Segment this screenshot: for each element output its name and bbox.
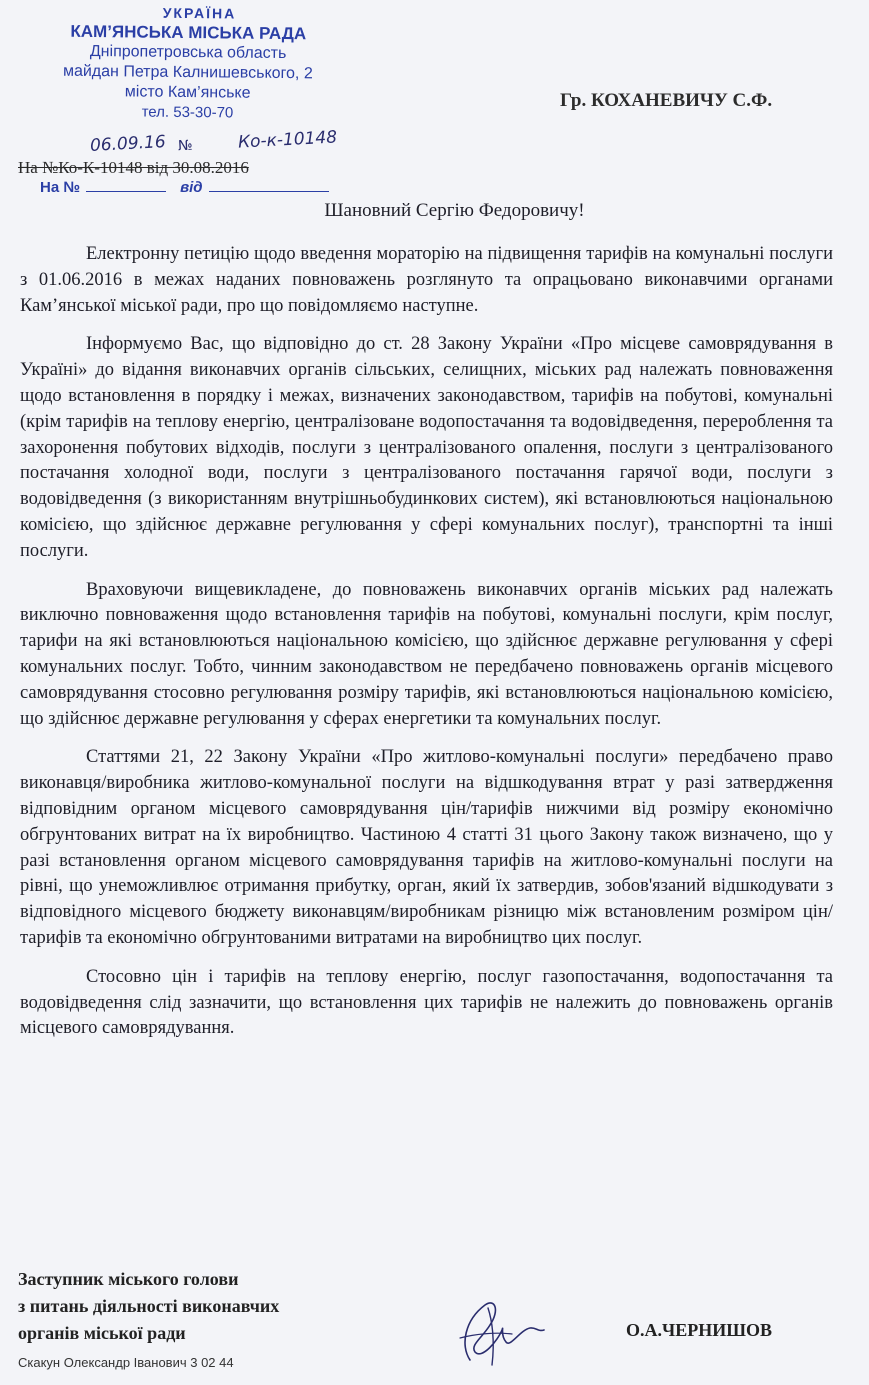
handwritten-date: 06.09.16 (89, 132, 167, 156)
stamp-city: місто Кам’янське (124, 83, 251, 102)
signatory-position-line: з питань діяльності виконавчих (18, 1296, 280, 1316)
reference-from-label: від (180, 179, 203, 196)
paragraph: Електронну петицію щодо введення мораторію на підвищення тарифів на комунальні послуги з 01.06.2016 в межах наданих повноважень розглянуто та опрацьовано виконавчими органами Кам’янської міської ради, про що повідомляємо наступне. (20, 244, 833, 316)
council-stamp (37, 4, 338, 121)
paragraph: Стосовно цін і тарифів на теплову енергію, послуг газопостачання, водопостачання та водовідведення слід зазначити, що встановлення цих тарифів не належить до повноважень органів місцевого самоврядування. (20, 966, 833, 1039)
reference-blank-line (40, 179, 329, 196)
struck-reference-text: На №Ко-К-10148 від 30.08.2016 (18, 158, 249, 177)
reference-no-blank (86, 179, 166, 192)
stamp-council-name: КАМ’ЯНСЬКА МІСЬКА РАДА (70, 21, 307, 44)
handwritten-reg-number: Ко-к-10148 (237, 127, 338, 153)
handwritten-number-mark: № (177, 137, 193, 155)
signatory-position-line: органів міської ради (18, 1323, 186, 1343)
stamp-country: УКРАЇНА (162, 4, 237, 22)
paragraph: Статтями 21, 22 Закону України «Про житлово-комунальні послуги» передбачено право виконавця/виробника житлово-комунальної послуги на відшкодування втрат у разі затвердження відповідним органом місцевого самоврядування цін/тарифів нижчими від розміру економічно обгрунтованих витрат на їх виробництво. Частиною 4 статті 31 цього Закону також визначено, що у разі встановлення органом місцевого самоврядування тарифів на житлово-комунальні послуги на рівні, що унеможливлює отримання прибутку, орган, який їх затвердив, зобов'язаний відшкодувати з відповідного місцевого бюджету виконавцям/виробникам різницю між встановленим розміром цін/тарифів та економічно обгрунтованими витратами на виробництво цих послуг. (20, 747, 833, 948)
signatory-position-line: Заступник міського голови (18, 1269, 239, 1289)
stamp-region: Дніпропетровська область (89, 42, 287, 63)
handwritten-signature-icon (440, 1290, 550, 1370)
salutation: Шановний Сергію Федоровичу! (324, 200, 585, 221)
letter-body (20, 242, 833, 1055)
stamp-phone: тел. 53-30-70 (141, 103, 234, 122)
addressee: Гр. КОХАНЕВИЧУ С.Ф. (560, 90, 773, 111)
stamp-address: майдан Петра Калнишевського, 2 (62, 62, 313, 83)
reference-no-label: На № (40, 179, 81, 196)
executor-line: Скакун Олександр Іванович 3 02 44 (18, 1355, 234, 1370)
reference-from-blank (209, 179, 329, 192)
signatory-position (18, 1266, 279, 1347)
signer-name: О.А.ЧЕРНИШОВ (626, 1320, 772, 1340)
paragraph: Інформуємо Вас, що відповідно до ст. 28 Закону України «Про місцеве самоврядування в Україні» до відання виконавчих органів сільських, селищних, міських рад належать повноваження щодо встановлення в порядку і межах, визначених законодавством, тарифів на побутові, комунальні (крім тарифів на теплову енергію, централізоване водопостачання та водовідведення, перероблення та захоронення побутових відходів, послуги з централізованого опалення, послуги з централізованого постачання холодної води, послуги з централізованого постачання гарячої води, послуги з водовідведення (з використанням внутрішньобудинкових систем), які встановлюються національною комісією, що здійснює державне регулювання у сфері комунальних послуг), транспортні та інші послуги. (20, 334, 833, 561)
struck-reference-line (18, 158, 249, 178)
paragraph: Враховуючи вищевикладене, до повноважень виконавчих органів міських рад належать виключно повноваження щодо встановлення тарифів на побутові, комунальні послуги, крім послуг, тарифи на які встановлюються національною комісією, що здійснює державне регулювання у сфері комунальних послуг. Тобто, чинним законодавством не передбачено повноважень органів місцевого самоврядування стосовно регулювання розміру тарифів, які встановлюються національною комісією, що здійснює державне регулювання у сферах енергетики та комунальних послуг. (20, 579, 833, 729)
